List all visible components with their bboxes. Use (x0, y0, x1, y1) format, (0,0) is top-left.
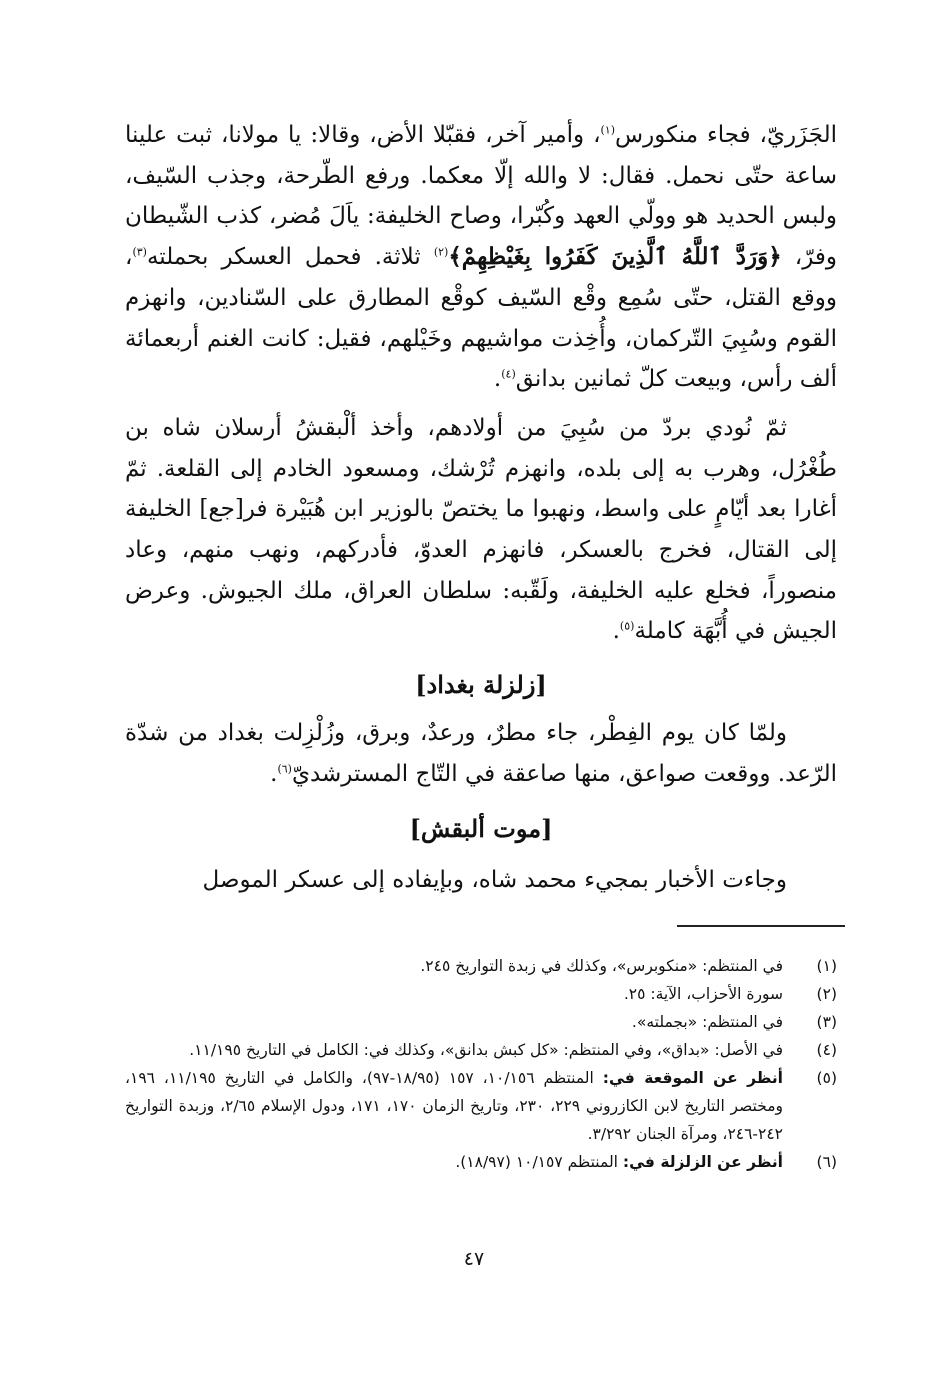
footnote-item (125, 1036, 837, 1064)
footnote-ref[interactable]: (١) (600, 123, 616, 137)
paragraph (125, 408, 837, 652)
body-section-2 (125, 713, 837, 794)
footnote-text: في المنتظم: «منكوبرس»، وكذلك في زبدة التواريخ ٢٤٥. (420, 957, 783, 975)
text-run: . (270, 760, 278, 787)
footnote-number: (٢) (816, 985, 837, 1003)
paragraph (125, 713, 837, 794)
text-run: ثلاثة. فحمل العسكر بحملته (146, 244, 434, 271)
footnote-separator (677, 925, 845, 927)
footnote-ref[interactable]: (٦) (277, 762, 292, 776)
paragraph (125, 115, 837, 400)
quran-verse: ﴿وَرَدَّ ٱللَّهُ ٱلَّذِينَ كَفَرُوا بِغَيْظِهِمْ﴾ (448, 243, 782, 271)
footnote-bold-lead: أنظر عن الزلزلة في: (622, 1153, 783, 1171)
body-section-1 (125, 115, 837, 652)
footnote-item (125, 1064, 837, 1148)
footnote-item (125, 980, 837, 1008)
footnote-text: سورة الأحزاب، الآية: ٢٥. (623, 985, 783, 1003)
footnote-ref[interactable]: (٥) (619, 619, 635, 633)
footnote-number: (١) (816, 957, 837, 975)
text-run: المنتظم ١٠/١٥٧ (١٨/٩٧). (455, 1153, 623, 1171)
footnote-ref[interactable]: (٢) (433, 245, 449, 259)
footnote-ref[interactable]: (٣) (132, 245, 147, 259)
body-section-3 (125, 860, 837, 901)
footnote-ref[interactable]: (٤) (501, 367, 516, 381)
footnote-text (125, 1148, 783, 1176)
footnote-bold-lead: أنظر عن الموقعة في: (602, 1069, 783, 1087)
footnote-text: في المنتظم: «بجملته». (631, 1013, 783, 1031)
page-number: ٤٧ (463, 1248, 485, 1270)
text-run: ، ووقع القتل، حتّى سُمِع وقْع السّيف كوقْع المطارق على السّنادين، وانهزم القوم وسُبِيَ التّركمان، وأُخِذت مواشيهم وخَيْلهم، فقيل: كانت الغنم أربعمائة ألف رأس، وبيعت كلّ ثمانين بدانق (125, 244, 837, 393)
paragraph (125, 860, 837, 901)
footnote-number: (٦) (816, 1153, 837, 1171)
text-run: ، وأمير آخر، فقبّلا الأض، وقالا: يا مولانا، ثبت علينا ساعة حتّى نحمل. فقال: لا والله إلّا معكما. ورفع الطّرحة، وجذب السّيف، ولبس الحديد هو وولّي العهد وكُبّرا، وصاح الخليفة: ياَلَ مُضر، كذب الشّيطان وفرّ، (125, 122, 837, 271)
footnote-text (125, 1064, 783, 1148)
footnotes (125, 952, 837, 1176)
text-run: المنتظم ١٠/١٥٦، ١٥٧ (١٨/٩٥-٩٧)، والكامل في التاريخ ١١/١٩٥، ١٩٦، ومختصر التاريخ لابن الكازروني ٢٢٩، ٢٣٠، وتاريخ الزمان ١٧٠، ١٧١، ودول الإسلام ٢/٦٥، وزبدة التواريخ ٢٤٢-٢٤٦، ومرآة الجنان ٣/٢٩٢. (125, 1069, 784, 1143)
footnote-number: (٥) (816, 1069, 837, 1087)
text-run: . (612, 618, 620, 645)
text-run: وجاءت الأخبار بمجيء محمد شاه، وبإيفاده إلى عسكر الموصل (202, 867, 787, 893)
text-run: ولمّا كان يوم الفِطْر، جاء مطرٌ، ورعدٌ، وبرق، وزُلْزِلت بغداد من شدّة الرّعد. ووقعت صواعق، منها صاعقة في التّاج المسترشديّ (125, 720, 837, 787)
footnote-item (125, 1008, 837, 1036)
text-run: ثمّ نُودي بردّ من سُبِيَ من أولادهم، وأخذ ألْبقشُ أرسلان شاه بن طُغْرُل، وهرب به إلى بلده، وانهزم تُرْشك، ومسعود الخادم إلى القلعة. ثمّ أغارا بعد أيّامٍ على واسط، ونهبوا ما يختصّ بالوزير ابن هُبَيْرة فر[جع] الخليفة إلى القتال، فخرج بالعسكر، فانهزم العدوّ، فأدركهم، ونهب منهم، وعاد منصوراً، فخلع عليه الخليفة، ولَقّبه: سلطان العراق، ملك الجيوش. وعرض الجيش في أُبَّهَة كاملة (125, 414, 837, 645)
text-run: . (493, 366, 502, 393)
section-heading: [موت ألبقش] (409, 814, 553, 843)
text-run: الجَزَريّ، فجاء منكورس (615, 122, 837, 148)
footnote-number: (٣) (816, 1013, 837, 1031)
section-heading: [زلزلة بغداد] (415, 670, 547, 699)
footnote-text: في الأصل: «بداق»، وفي المنتظم: «كل كبش بدانق»، وكذلك في: الكامل في التاريخ ١١/١٩٥. (189, 1041, 783, 1059)
footnote-item (125, 1148, 837, 1176)
footnote-item (125, 952, 837, 980)
footnote-number: (٤) (816, 1041, 837, 1059)
